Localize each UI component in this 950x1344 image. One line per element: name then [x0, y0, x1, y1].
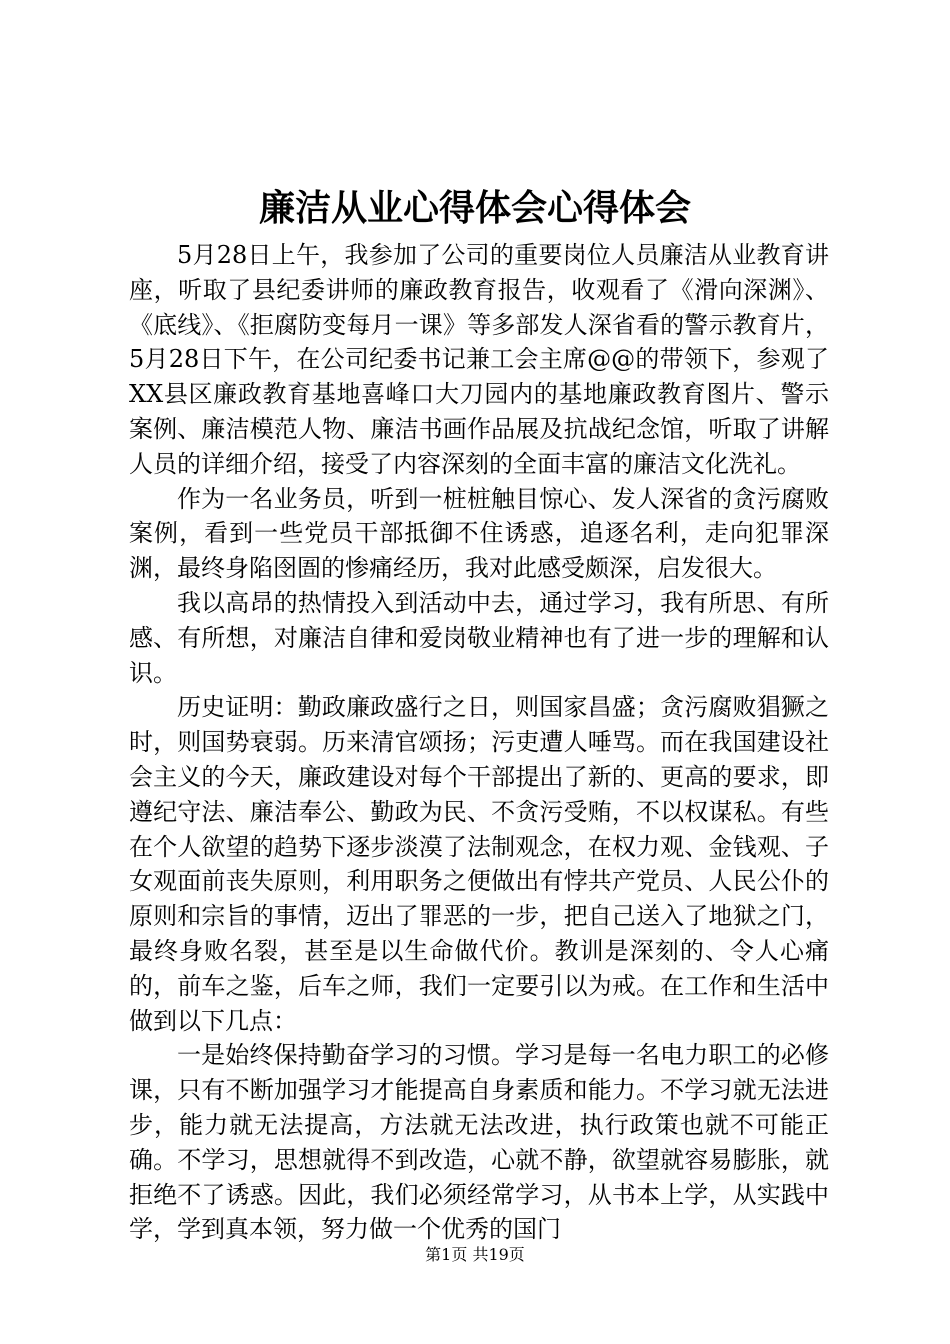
- paragraph-5: 一是始终保持勤奋学习的习惯。学习是每一名电力职工的必修课，只有不断加强学习才能提高自身素质和能力。不学习就无法进步，能力就无法提高，方法就无法改进，执行政策也就不可能正确。不学习，思想就得不到改造，心就不静，欲望就容易膨胀，就拒绝不了诱惑。因此，我们必须经常学习，从书本上学，从实践中学，学到真本领，努力做一个优秀的国门: [129, 1041, 829, 1244]
- document-body: [129, 238, 829, 1247]
- paragraph-3: 我以高昂的热情投入到活动中去，通过学习，我有所思、有所感、有所想，对廉洁自律和爱岗敬业精神也有了进一步的理解和认识。: [129, 588, 829, 687]
- page-number-footer: 第1页 共19页: [425, 1245, 525, 1264]
- paragraph-1: 5月28日上午，我参加了公司的重要岗位人员廉洁从业教育讲座，听取了县纪委讲师的廉政教育报告，收观看了《滑向深渊》、《底线》、《拒腐防变每月一课》等多部发人深省看的警示教育片，5月28日下午，在公司纪委书记兼工会主席@@的带领下，参观了XX县区廉政教育基地喜峰口大刀园内的基地廉政教育图片、警示案例、廉洁模范人物、廉洁书画作品展及抗战纪念馆，听取了讲解人员的详细介绍，接受了内容深刻的全面丰富的廉洁文化洗礼。: [129, 241, 829, 478]
- paragraph-4: 历史证明：勤政廉政盛行之日，则国家昌盛；贪污腐败猖獗之时，则国势衰弱。历来清官颂扬；污吏遭人唾骂。而在我国建设社会主义的今天，廉政建设对每个干部提出了新的、更高的要求，即遵纪守法、廉洁奉公、勤政为民、不贪污受贿，不以权谋私。有些在个人欲望的趋势下逐步淡漠了法制观念，在权力观、金钱观、子女观面前丧失原则，利用职务之便做出有悖共产党员、人民公仆的原则和宗旨的事情，迈出了罪恶的一步，把自己送入了地狱之门，最终身败名裂，甚至是以生命做代价。教训是深刻的、令人心痛的，前车之鉴，后车之师，我们一定要引以为戒。在工作和生活中做到以下几点：: [129, 693, 829, 1035]
- paragraph-2: 作为一名业务员，听到一桩桩触目惊心、发人深省的贪污腐败案例，看到一些党员干部抵御不住诱惑，追逐名利，走向犯罪深渊，最终身陷囹圄的惨痛经历，我对此感受颇深，启发很大。: [129, 484, 829, 583]
- document-title: 廉洁从业心得体会心得体会: [258, 187, 691, 229]
